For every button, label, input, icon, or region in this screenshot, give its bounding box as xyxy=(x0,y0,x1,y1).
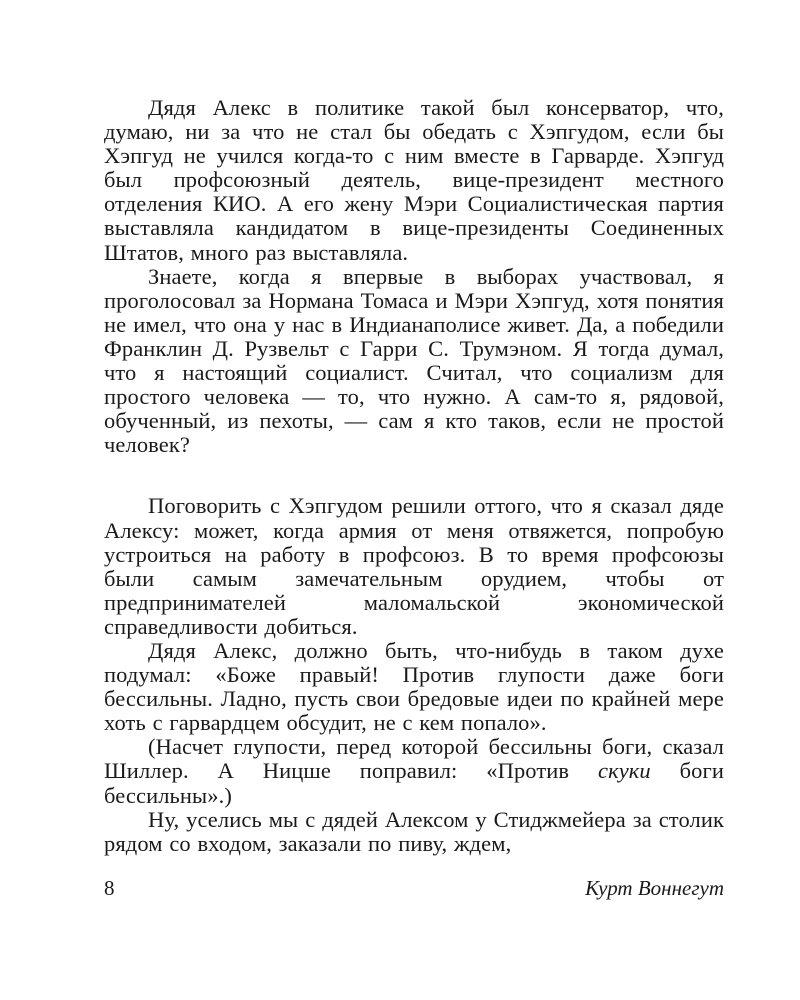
paragraph-5-text-end: боги бессильны».) xyxy=(104,758,724,808)
paragraph-5-text-start: (Насчет глупости, перед которой бессильны боги, сказал Шиллер. А Ницше поправил: «Против xyxy=(104,734,724,784)
paragraph-6: Ну, уселись мы с дядей Алексом у Стиджмейера за столик рядом со входом, заказали по пиву, ждем, xyxy=(104,806,724,856)
paragraph-5-emphasis: скуки xyxy=(598,758,651,784)
paragraph-1: Дядя Алекс в политике такой был консерватор, что, думаю, ни за что не стал бы обедать с Хэпгудом, если бы Хэпгуд не учился когда-то с ним вместе в Гарварде. Хэпгуд был профсоюзный деятель, вице-президент местного отделения КИО. А его жену Мэри Социалистическая партия выставляла кандидатом в вице-президенты Соединенных Штатов, много раз выставляла. xyxy=(104,95,724,265)
section-break xyxy=(104,457,724,494)
page-number: 8 xyxy=(104,876,115,900)
running-head-author: Курт Воннегут xyxy=(585,876,724,900)
page-body xyxy=(104,96,724,856)
paragraph-4: Дядя Алекс, должно быть, что-нибудь в таком духе подумал: «Боже правый! Против глупости даже боги бессильны. Ладно, пусть свои бредовые идеи по крайней мере хоть с гарвардцем обсудит, не с кем попало». xyxy=(104,637,724,736)
paragraph-2: Знаете, когда я впервые в выборах участвовал, я проголосовал за Нормана Томаса и Мэри Хэпгуд, хотя понятия не имел, что она у нас в Индианаполисе живет. Да, а победили Франклин Д. Рузвельт с Гарри С. Трумэном. Я тогда думал, что я настоящий социалист. Считал, что социализм для простого человека — то, что нужно. А сам-то я, рядовой, обученный, из пехоты, — сам я кто таков, если не простой человек? xyxy=(104,263,724,458)
paragraph-5 xyxy=(104,735,724,807)
paragraph-3: Поговорить с Хэпгудом решили оттого, что я сказал дяде Алексу: может, когда армия от меня отвяжется, попробую устроиться на работу в профсоюз. В то время профсоюзы были самым замечательным орудием, чтобы от предпринимателей маломальской экономической справедливости добиться. xyxy=(104,493,724,639)
page-footer xyxy=(104,876,724,900)
